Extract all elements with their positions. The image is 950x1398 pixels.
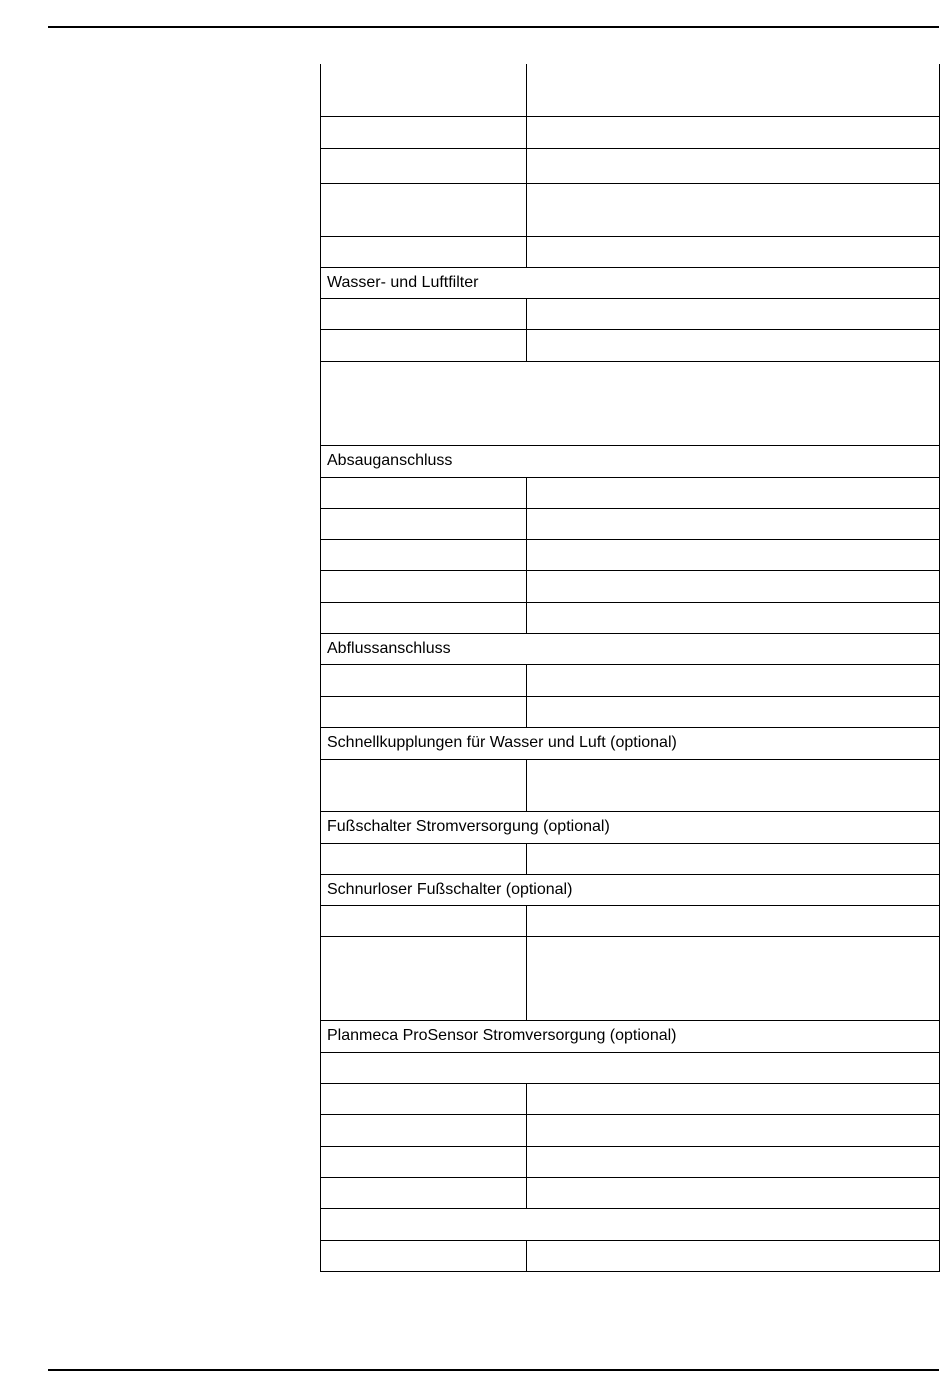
table-row [321,1146,940,1177]
table-row [321,508,940,539]
value-cell [527,602,940,633]
label-cell [321,236,527,267]
table-row [321,843,940,874]
spec-table [320,64,940,1272]
table-row [321,477,940,508]
value-cell [527,539,940,570]
table-row [321,905,940,936]
table-row [321,298,940,329]
value-cell [527,759,940,811]
table-row [321,696,940,727]
value-cell [527,148,940,183]
section-heading-absauganschluss: Absauganschluss [321,445,940,477]
value-cell [527,936,940,1020]
label-cell [321,508,527,539]
label-cell [321,1177,527,1208]
label-cell [321,843,527,874]
note-cell [321,361,940,445]
section-heading-wasser-luftfilter: Wasser- und Luftfilter [321,267,940,298]
table-row [321,570,940,602]
table-row [321,602,940,633]
value-cell [527,664,940,696]
label-cell [321,936,527,1020]
value-cell [527,1083,940,1114]
footer-rule [48,1369,939,1371]
section-row [321,267,940,298]
label-cell [321,664,527,696]
section-row [321,811,940,843]
table-row [321,148,940,183]
table-row [321,936,940,1020]
value-cell [527,298,940,329]
label-cell [321,148,527,183]
label-cell [321,1114,527,1146]
section-row [321,727,940,759]
subsection-row [321,1052,940,1083]
table-row [321,1114,940,1146]
value-cell [527,1114,940,1146]
section-heading-schnurloser-fussschalter: Schnurloser Fußschalter (optional) [321,874,940,905]
label-cell [321,539,527,570]
section-row [321,445,940,477]
label-cell [321,298,527,329]
label-cell [321,1146,527,1177]
label-cell [321,183,527,236]
note-row [321,361,940,445]
section-row [321,874,940,905]
label-cell [321,329,527,361]
value-cell [527,64,940,116]
label-cell [321,905,527,936]
table-row [321,1240,940,1271]
value-cell [527,183,940,236]
table-row [321,1177,940,1208]
table-row [321,64,940,116]
table-row [321,236,940,267]
label-cell [321,116,527,148]
value-cell [527,477,940,508]
table-row [321,329,940,361]
value-cell [527,116,940,148]
section-heading-prosensor-stromversorgung: Planmeca ProSensor Stromversorgung (optional) [321,1020,940,1052]
value-cell [527,236,940,267]
label-cell [321,64,527,116]
label-cell [321,570,527,602]
label-cell [321,696,527,727]
value-cell [527,1177,940,1208]
value-cell [527,508,940,539]
value-cell [527,570,940,602]
value-cell [527,905,940,936]
subsection-cell [321,1052,940,1083]
label-cell [321,1240,527,1271]
label-cell [321,477,527,508]
header-rule [48,26,939,28]
section-heading-abflussanschluss: Abflussanschluss [321,633,940,664]
value-cell [527,329,940,361]
table-row [321,539,940,570]
table-row [321,664,940,696]
section-row [321,633,940,664]
label-cell [321,759,527,811]
section-row [321,1020,940,1052]
value-cell [527,1240,940,1271]
label-cell [321,602,527,633]
section-heading-fussschalter-stromversorgung: Fußschalter Stromversorgung (optional) [321,811,940,843]
label-cell [321,1083,527,1114]
table-row [321,1083,940,1114]
section-heading-schnellkupplungen: Schnellkupplungen für Wasser und Luft (optional) [321,727,940,759]
value-cell [527,696,940,727]
value-cell [527,843,940,874]
value-cell [527,1146,940,1177]
table-row [321,759,940,811]
subsection-row [321,1208,940,1240]
table-row [321,116,940,148]
table-row [321,183,940,236]
subsection-cell [321,1208,940,1240]
